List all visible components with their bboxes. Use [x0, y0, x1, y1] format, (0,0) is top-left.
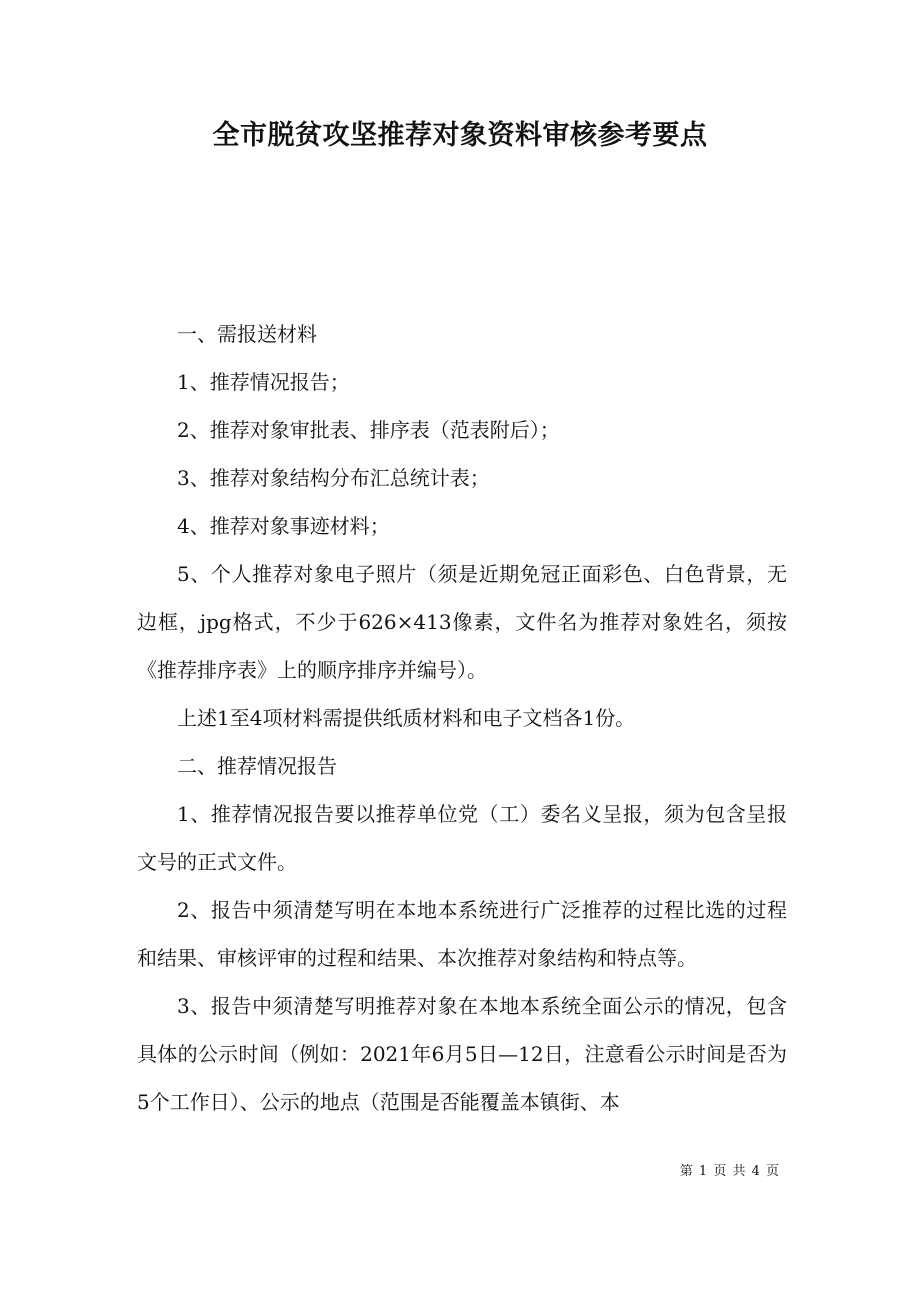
list-item: 3、推荐对象结构分布汇总统计表； [177, 466, 490, 490]
list-item: 1、推荐情况报告要以推荐单位党（工）委名义呈报，须为包含呈报文号的正式文件。 [137, 802, 787, 874]
list-item: 1、推荐情况报告； [177, 370, 350, 394]
list-item: 2、报告中须清楚写明在本地本系统进行广泛推荐的过程比选的过程和结果、审核评审的过程和结果、本次推荐对象结构和特点等。 [137, 898, 787, 970]
section-heading-materials: 一、需报送材料 [177, 322, 317, 346]
document-body [137, 310, 787, 1126]
section-heading-report: 二、推荐情况报告 [177, 754, 337, 778]
list-item: 4、推荐对象事迹材料； [177, 514, 390, 538]
materials-note: 上述1至4项材料需提供纸质材料和电子文档各1份。 [177, 706, 636, 730]
list-item: 3、报告中须清楚写明推荐对象在本地本系统全面公示的情况，包含具体的公示时间（例如：2021年6月5日—12日，注意看公示时间是否为5个工作日）、公示的地点（范围是否能覆盖本镇街、本 [137, 994, 787, 1114]
document-title: 全市脱贫攻坚推荐对象资料审核参考要点 [212, 120, 708, 151]
page-number: 第 1 页 共 4 页 [679, 1164, 780, 1179]
list-item: 2、推荐对象审批表、排序表（范表附后）； [177, 418, 560, 442]
list-item: 5、个人推荐对象电子照片（须是近期免冠正面彩色、白色背景，无边框，jpg格式，不少于626×413像素，文件名为推荐对象姓名，须按《推荐排序表》上的顺序排序并编号）。 [137, 562, 787, 682]
